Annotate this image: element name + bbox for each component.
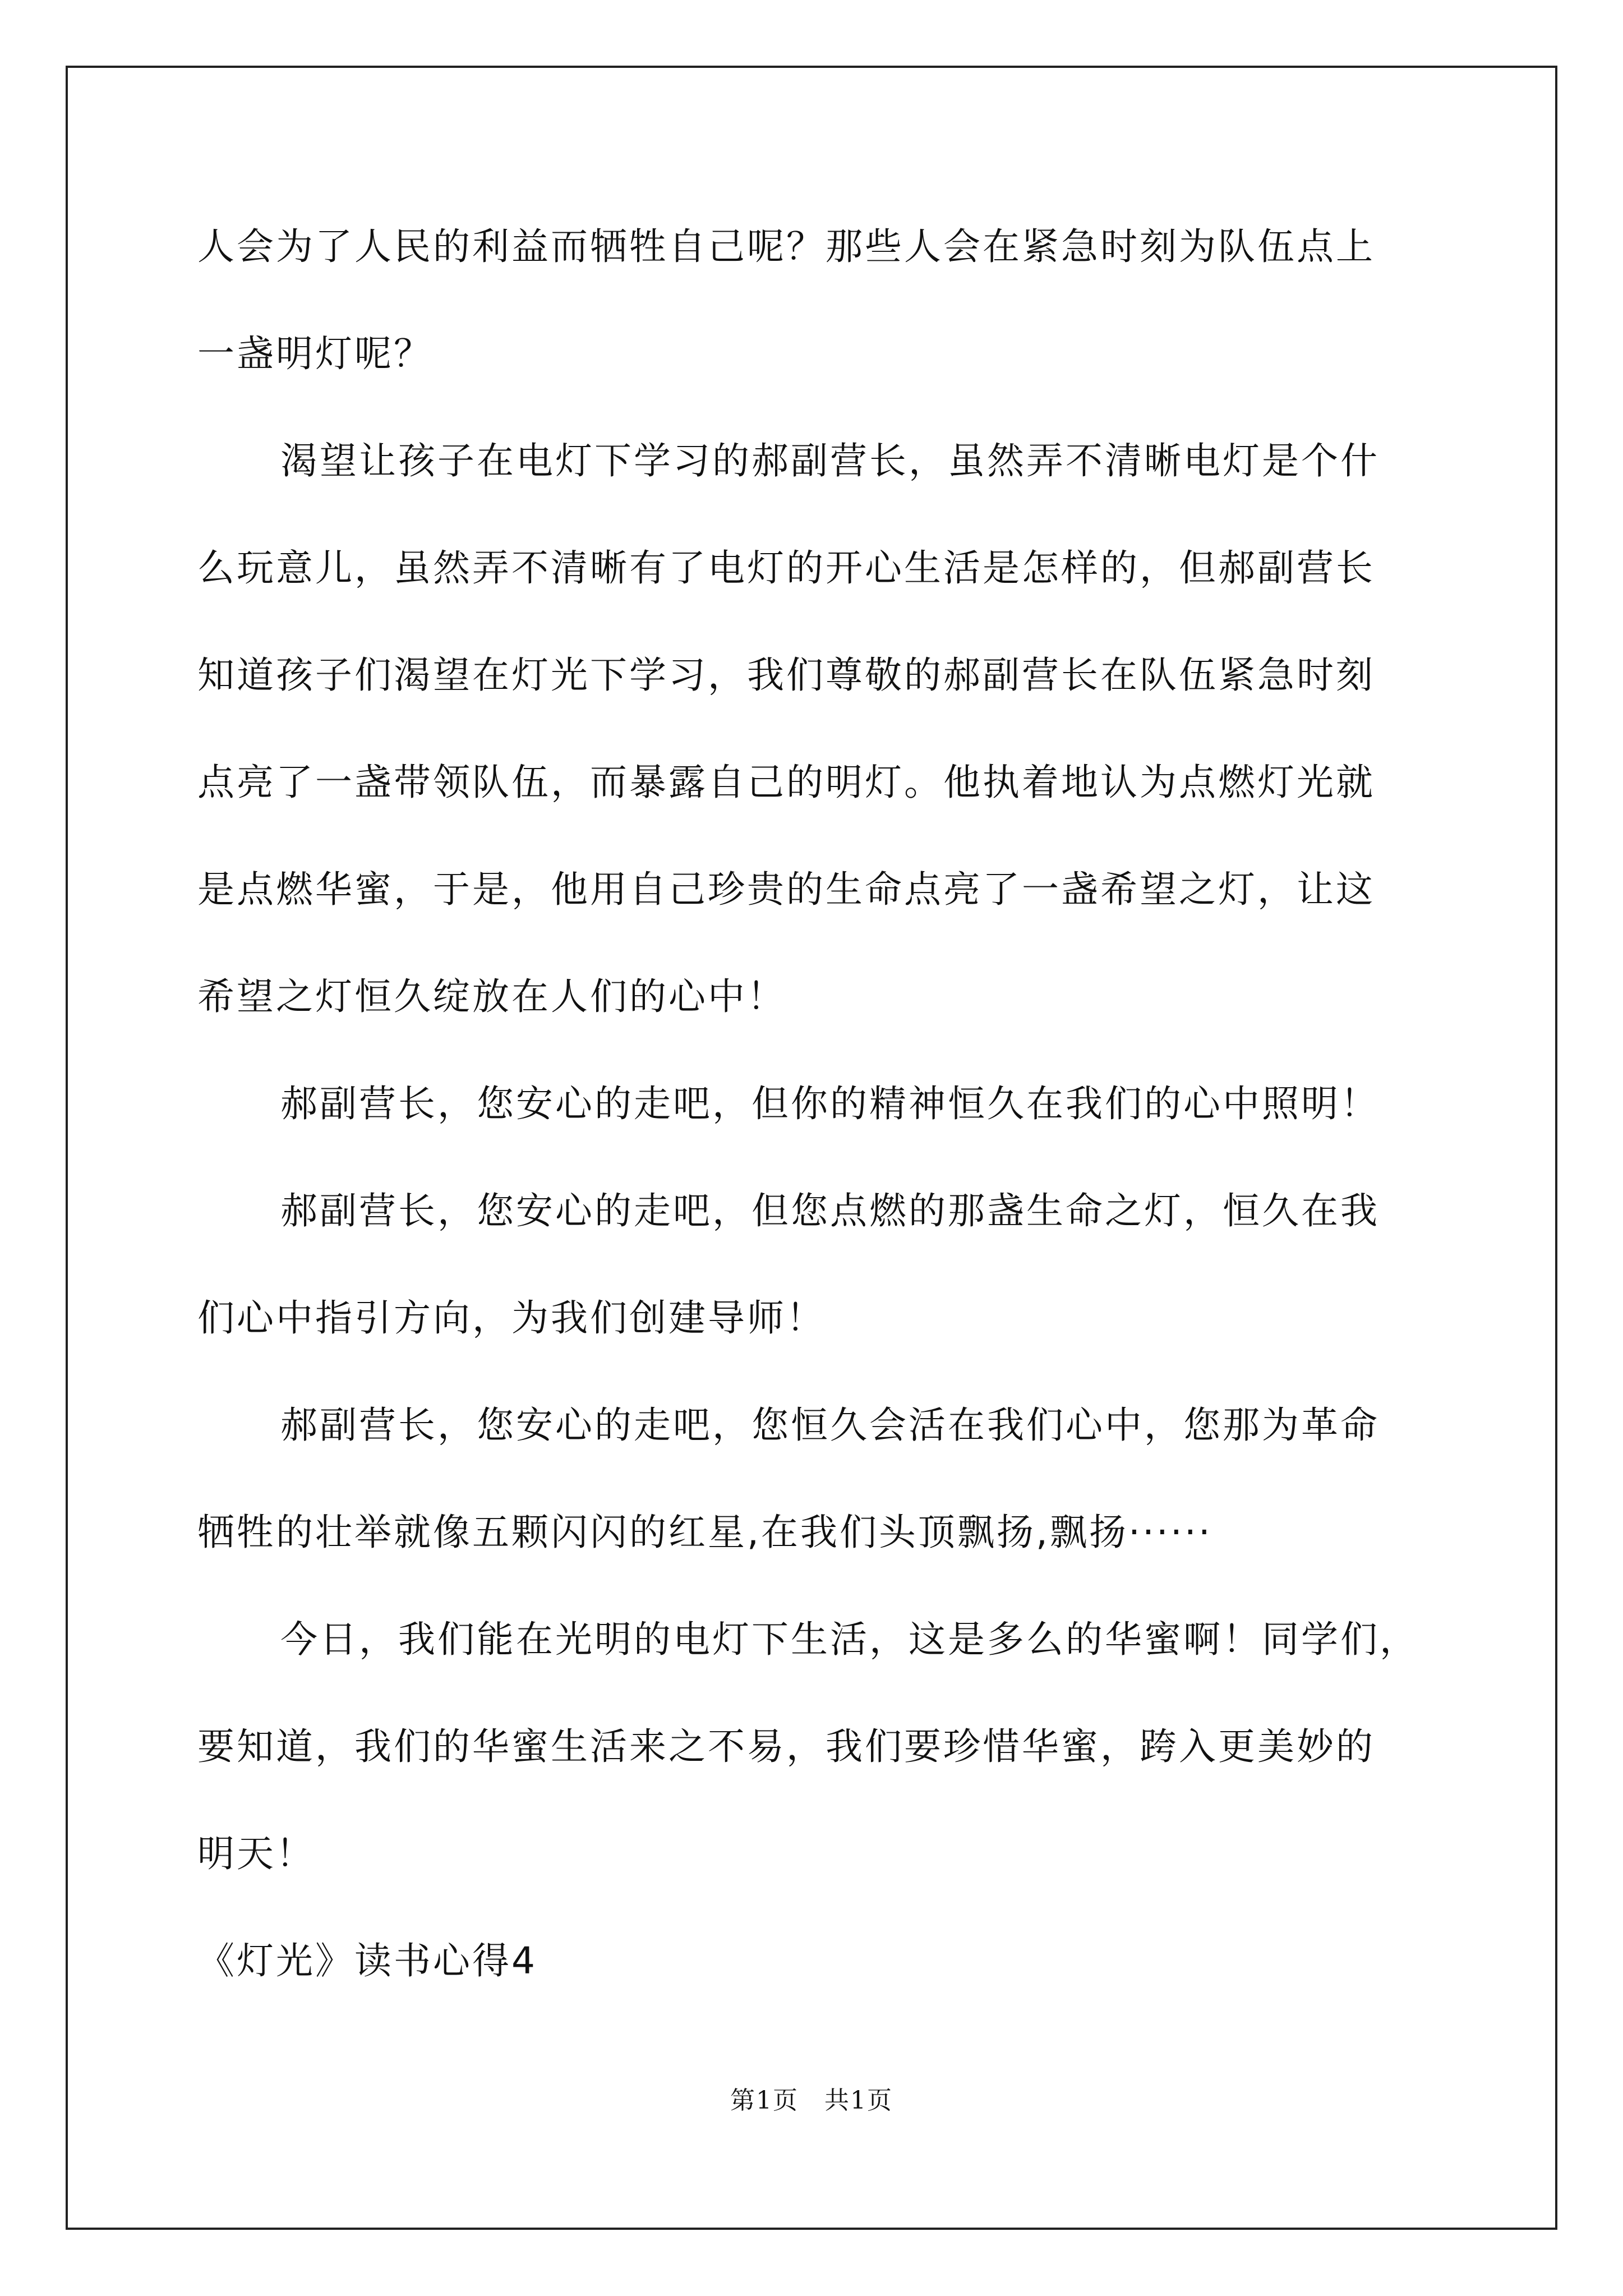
text-line: 牺牲的壮举就像五颗闪闪的红星,在我们头顶飘扬,飘扬······ [197,1511,1212,1554]
paragraph-start-line: 郝副营长，您安心的走吧，但您点燃的那盏生命之灯，恒久在我 [280,1189,1380,1232]
paragraph-start-line: 今日，我们能在光明的电灯下生活，这是多么的华蜜啊！同学们， [280,1618,1419,1661]
paragraph-start-line: 郝副营长，您安心的走吧，但你的精神恒久在我们的心中照明！ [280,1082,1380,1125]
page-number-footer: 第1页 共1页 [730,2086,893,2115]
text-line: 明天！ [197,1832,315,1875]
text-line: 一盏明灯呢？ [197,332,433,375]
text-line: 么玩意儿，虽然弄不清晰有了电灯的开心生活是怎样的，但郝副营长 [197,546,1375,590]
text-line: 是点燃华蜜，于是，他用自己珍贵的生命点亮了一盏希望之灯，让这 [197,868,1375,911]
text-line: 点亮了一盏带领队伍，而暴露自己的明灯。他执着地认为点燃灯光就 [197,761,1375,804]
text-line: 知道孩子们渴望在灯光下学习，我们尊敬的郝副营长在队伍紧急时刻 [197,654,1375,697]
paragraph-start-line: 渴望让孩子在电灯下学习的郝副营长，虽然弄不清晰电灯是个什 [280,439,1380,482]
text-line: 要知道，我们的华蜜生活来之不易，我们要珍惜华蜜，跨入更美妙的 [197,1725,1375,1768]
text-line: 们心中指引方向，为我们创建导师！ [197,1296,826,1340]
document-body [197,208,1431,2029]
text-line: 人会为了人民的利益而牺牲自己呢？那些人会在紧急时刻为队伍点上 [197,225,1375,268]
text-line: 希望之灯恒久绽放在人们的心中！ [197,975,786,1018]
paragraph-start-line: 郝副营长，您安心的走吧，您恒久会活在我们心中，您那为革命 [280,1404,1380,1447]
section-heading: 《灯光》读书心得4 [197,1939,537,1982]
